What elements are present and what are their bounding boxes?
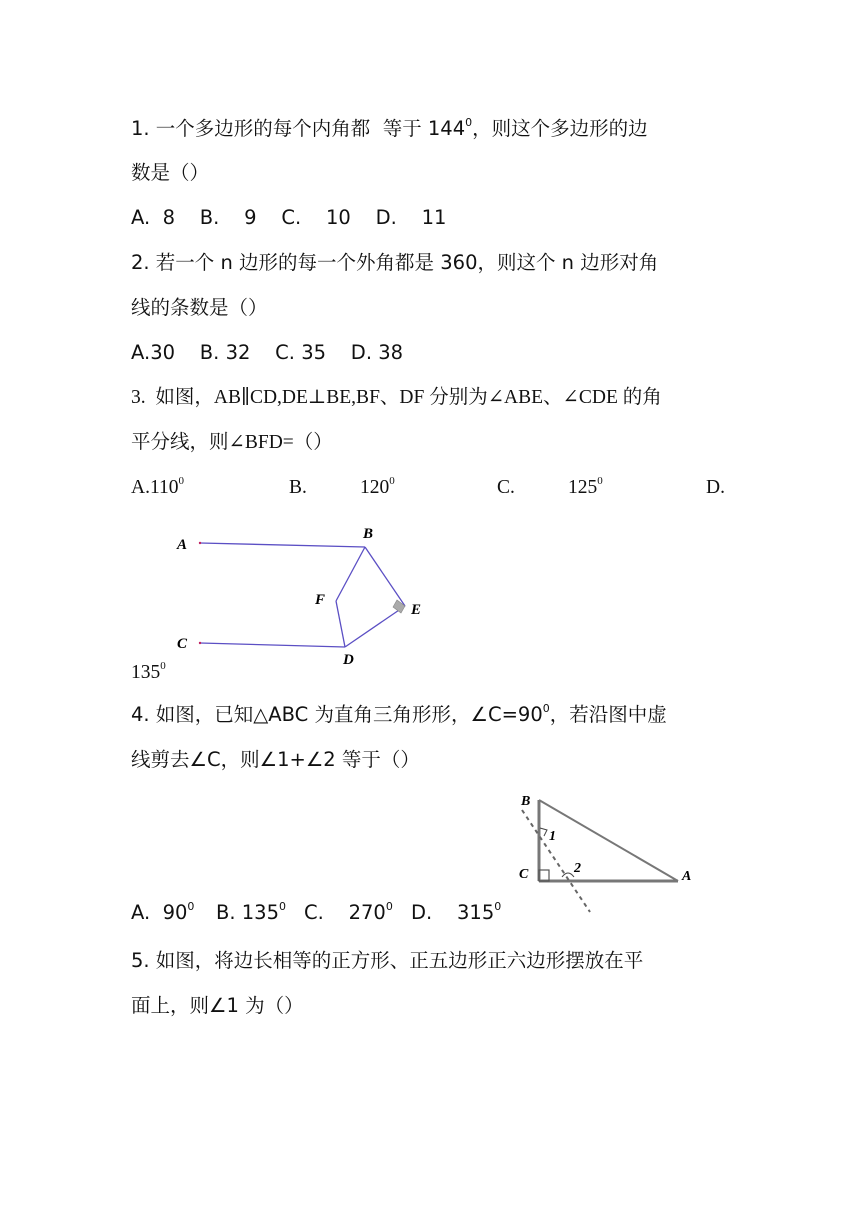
q4-option-a: A. $90^0$ (131, 900, 195, 924)
point-a-dot (199, 542, 201, 544)
label-d: D (343, 652, 354, 668)
q3-option-c: C. (497, 477, 515, 498)
q4-option-b: B. $135^0$ (216, 900, 286, 924)
side-ab (539, 800, 678, 881)
label-b: B (363, 526, 374, 542)
q3-option-d-value: $135^0$ (131, 660, 166, 683)
right-angle-mark (393, 600, 405, 613)
q2-line-2: 线的条数是（） (131, 296, 268, 319)
q1-line-2: 数是（） (131, 161, 210, 184)
angle-1-arc (540, 828, 547, 836)
segment-bf (336, 547, 365, 601)
q4-figure (510, 788, 730, 916)
q3-option-b: B. (289, 477, 307, 498)
label-c: C (177, 636, 188, 652)
angle-2-arc (562, 873, 574, 877)
segment-be (365, 547, 405, 606)
q3-line-2: 平分线，则∠BFD=（） (131, 432, 333, 453)
q3-option-b-value: $120^0$ (360, 475, 395, 498)
segment-cd (200, 643, 345, 647)
label-b-2: B (521, 794, 531, 809)
q3-option-c-value: $125^0$ (568, 475, 603, 498)
q1-line-1: 1. 一个多边形的每个内角都 等于 $144^0$，则这个多边形的边 (131, 116, 648, 140)
q4-option-c: C. $270^0$ (304, 900, 393, 924)
label-f: F (315, 592, 326, 608)
label-a-2: A (682, 869, 692, 884)
q1-options: A. 8 B. 9 C. 10 D. 11 (131, 206, 447, 229)
q4-line-1: 4. 如图，已知△ABC 为直角三角形形，$\angle C=90^0$，若沿图中虚 (131, 702, 667, 726)
q3-figure (160, 518, 440, 668)
q2-options: A.30 B. 32 C. 35 D. 38 (131, 341, 404, 364)
q4-line-2: 线剪去∠C，则∠1+∠2 等于（） (131, 748, 420, 771)
q3-option-d: D. (706, 477, 725, 498)
segment-ab (200, 543, 365, 547)
q3-line-1: 3. 如图，AB∥CD,DE⊥BE,BF、DF 分别为∠ABE、∠CDE 的角 (131, 387, 662, 408)
segment-de (345, 606, 405, 647)
q5-line-1: 5. 如图，将边长相等的正方形、正五边形正六边形摆放在平 (131, 949, 644, 972)
q5-line-2: 面上，则∠1 为（） (131, 994, 304, 1017)
label-e: E (411, 602, 422, 618)
point-c-dot (199, 642, 201, 644)
q3-option-a: A.110$^0$ (131, 475, 184, 498)
q2-line-1: 2. 若一个 n 边形的每一个外角都是 360，则这个 n 边形对角 (131, 251, 659, 274)
label-a: A (177, 537, 188, 553)
q4-option-d: D. $315^0$ (411, 900, 502, 924)
label-c-2: C (519, 867, 529, 882)
segment-fd (336, 601, 345, 647)
label-angle-2: 2 (574, 861, 581, 876)
label-angle-1: 1 (549, 829, 556, 844)
